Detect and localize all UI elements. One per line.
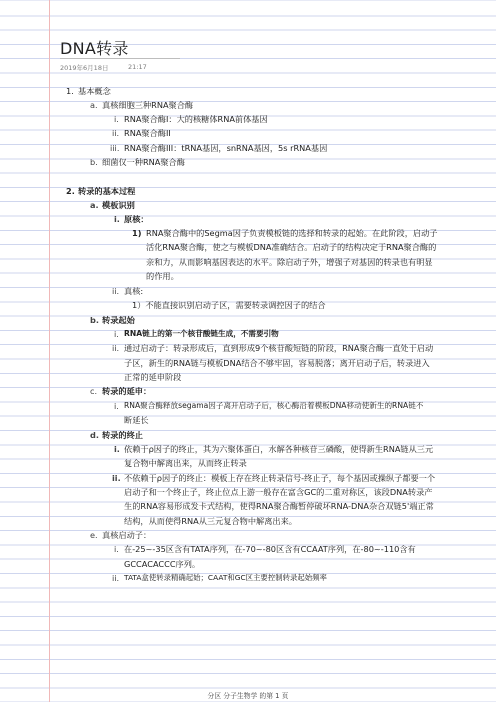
paragraph-line: 正常的延申阶段 [124,372,182,382]
note-date: 2019年6月18日 [60,64,109,72]
list-item: RNA聚合酶II [124,128,171,138]
section-2-heading: 转录的基本过程 [78,186,136,196]
paragraph-line: 的作用。 [146,271,179,281]
note-time: 21:17 [128,63,147,71]
title-underline [60,58,180,59]
section-2-number: 2. [66,186,75,196]
list-item: 真核启动子： [102,530,152,540]
list-marker: i. [114,214,120,224]
list-item: 原核： [124,214,149,224]
paragraph-line: 通过启动子：转录形成后，直到形成9个核苷酸短链的阶段，RNA聚合酶一直处于启动 [124,343,434,353]
list-marker: ii. [112,573,120,583]
paragraph-line: 启动子和一个终止子，终止位点上游一般存在富含GC的二重对称区，该段DNA转录产 [124,487,433,497]
list-marker: 1) [132,228,142,238]
list-marker: b. [90,315,99,325]
list-item: 模板识别 [102,200,135,210]
list-marker: i. [114,114,119,124]
page-title: DNA转录 [60,39,129,58]
list-marker: iii. [110,143,120,153]
list-marker: i. [114,544,119,554]
list-item: 转录的终止 [102,430,143,440]
list-marker: e. [90,530,98,540]
list-marker: ii. [112,343,120,353]
margin-line [49,0,50,702]
list-marker: ii. [112,128,120,138]
list-item: 真核细胞三种RNA聚合酶 [102,100,194,110]
paragraph-line: 断延长 [124,415,149,425]
list-marker: a. [90,100,98,110]
section-1-heading: 基本概念 [78,86,111,96]
list-item: RNA链上的第一个核苷酸链生成，不需要引物 [124,329,279,338]
list-marker: i. [114,444,120,454]
list-item: RNA聚合酶III：tRNA基因，snRNA基因，5s rRNA基因 [124,143,328,153]
paragraph-line: 子区，新生的RNA链与模板DNA结合不够牢固，容易脱落；离开启动子后，转录进入 [124,358,430,368]
paragraph-line: GCCACACCC序列。 [124,559,201,569]
paragraph-line: 不依赖于ρ因子的终止：模板上存在终止转录信号-终止子，每个基因或操纵子都要一个 [124,473,436,483]
paragraph-line: RNA聚合酶释放segama因子离开启动子后，核心酶沿着模板DNA移动使新生的RNA链不 [124,401,424,410]
list-item: 转录的延申： [102,386,152,396]
page-footer: 分区 分子生物学 的第 1 页 [207,692,289,700]
paragraph-line: 在-25~-35区含有TATA序列，在-70~-80区含有CCAAT序列，在-80~-110含有 [124,544,416,554]
list-item: TATA盒使转录精确起始；CAAT和GC区主要控制转录起始频率 [124,573,327,582]
paragraph-line: 生的RNA容易形成发卡式结构，使得RNA聚合酶暂停破坏RNA-DNA杂合双链5'端正常 [124,501,434,511]
list-item: 转录起始 [102,315,135,325]
paragraph-line: 活化RNA聚合酶，使之与模板DNA准确结合。启动子的结构决定于RNA聚合酶的 [146,242,437,252]
section-1-number: 1. [66,86,74,96]
list-item: RNA聚合酶I：大的核糖体RNA前体基因 [124,114,268,124]
list-marker: a. [90,200,99,210]
list-marker: i. [114,329,119,339]
list-marker: d. [90,430,99,440]
list-marker: ii. [112,473,121,483]
list-marker: c. [90,386,98,396]
list-marker: ii. [112,286,120,296]
list-marker: i. [114,401,119,411]
list-item: 真核: [124,286,144,296]
list-marker: b. [90,157,98,167]
paragraph-line: 亲和力，从而影响基因表达的水平。除启动子外，增强子对基因的转录也有明显 [146,257,433,267]
list-item: 1）不能直接识别启动子区，需要转录调控因子的结合 [132,300,326,310]
paragraph-line: 结构，从而使得RNA从三元复合物中解离出来。 [124,516,297,526]
paragraph-line: RNA聚合酶中的Segma因子负责模板链的选择和转录的起始。在此阶段，启动子 [146,228,438,238]
paragraph-line: 复合物中解离出来，从而终止转录 [124,458,247,468]
paragraph-line: 依赖于ρ因子的终止，其为六聚体蛋白，水解各种核苷三磷酸，使得新生RNA链从三元 [124,444,434,454]
list-item: 细菌仅一种RNA聚合酶 [102,157,185,167]
